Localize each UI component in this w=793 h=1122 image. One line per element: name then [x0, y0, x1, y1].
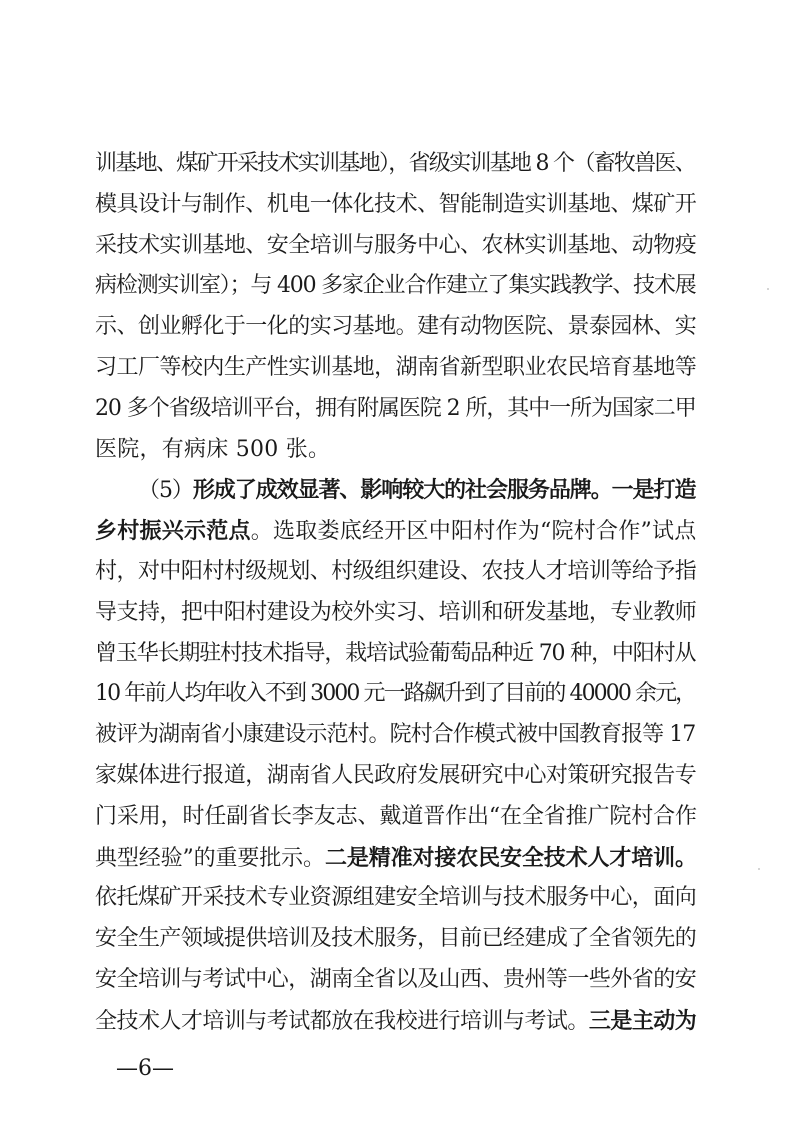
- text-line: [95, 558, 697, 586]
- text-line: [95, 150, 697, 178]
- text-line: [95, 680, 697, 708]
- text-line: [95, 191, 697, 219]
- text-segment: 示、创业孵化于一化的实习基地。建有动物医院、景泰园林、实: [95, 314, 697, 339]
- bold-segment: 三是主动为: [588, 1008, 697, 1034]
- text-segment: 20 多个省级培训平台，拥有附属医院 2 所，其中一所为国家二甲: [95, 396, 696, 421]
- text-line: [95, 803, 697, 831]
- text-segment: 安全生产领域提供培训及技术服务，目前已经建成了全省领先的: [95, 926, 697, 951]
- text-segment: 病检测实训室）；与 400 多家企业合作建立了集实践教学、技术展: [95, 273, 696, 298]
- text-line: [95, 925, 697, 953]
- text-segment: 家媒体进行报道，湖南省人民政府发展研究中心对策研究报告专: [95, 763, 697, 788]
- text-line: [95, 966, 697, 994]
- text-segment: 安全培训与考试中心，湖南全省以及山西、贵州等一些外省的安: [95, 967, 697, 992]
- text-segment: （5）: [138, 478, 193, 503]
- text-segment: 医院，有病床 500 张。: [95, 437, 331, 462]
- text-line: [95, 272, 697, 300]
- text-line: [95, 395, 697, 423]
- text-line: [95, 313, 697, 341]
- text-line: [95, 884, 697, 912]
- text-segment: 被评为湖南省小康建设示范村。院村合作模式被中国教育报等 17: [95, 722, 696, 747]
- text-line: [95, 517, 697, 545]
- text-line: [138, 476, 697, 504]
- text-segment: 训基地、煤矿开采技术实训基地），省级实训基地 8 个（畜牧兽医、: [95, 151, 696, 176]
- text-segment: 习工厂等校内生产性实训基地，湖南省新型职业农民培育基地等: [95, 355, 697, 380]
- text-segment: 。选取娄底经开区中阳村作为“院村合作”试点: [250, 519, 697, 544]
- text-line: [95, 1007, 697, 1035]
- text-segment: 全技术人才培训与考试都放在我校进行培训与考试。: [95, 1009, 589, 1034]
- text-segment: 典型经验”的重要批示。: [95, 846, 325, 871]
- text-segment: 曾玉华长期驻村技术指导，栽培试验葡萄品种近 70 种，中阳村从: [95, 641, 696, 666]
- text-segment: 门采用，时任副省长李友志、戴道晋作出“在全省推广院村合作: [95, 804, 697, 829]
- text-line: [95, 721, 697, 749]
- text-line: [95, 232, 697, 260]
- text-line: [95, 762, 697, 790]
- page-number: —6—: [116, 1056, 174, 1081]
- bold-segment: 乡村振兴示范点: [95, 518, 251, 544]
- text-line: [95, 354, 697, 382]
- text-line: [95, 436, 697, 464]
- bold-segment: 形成了成效显著、影响较大的社会服务品牌。一是打造: [192, 477, 696, 503]
- text-segment: 模具设计与制作、机电一体化技术、智能制造实训基地、煤矿开: [95, 192, 697, 217]
- scan-speck: [767, 288, 769, 290]
- text-line: [95, 599, 697, 627]
- text-segment: 采技术实训基地、安全培训与服务中心、农林实训基地、动物疫: [95, 233, 697, 258]
- text-segment: 导支持，把中阳村建设为校外实习、培训和研发基地，专业教师: [95, 600, 697, 625]
- text-segment: 村，对中阳村村级规划、村级组织建设、农技人才培训等给予指: [95, 559, 697, 584]
- scan-speck: [758, 868, 760, 870]
- text-line: [95, 844, 697, 872]
- bold-segment: 二是精准对接农民安全技术人才培训。: [324, 845, 697, 871]
- text-line: [95, 640, 697, 668]
- text-segment: 依托煤矿开采技术专业资源组建安全培训与技术服务中心，面向: [95, 885, 697, 910]
- text-segment: 10 年前人均年收入不到 3000 元一路飙升到了目前的 40000 余元，: [95, 681, 696, 706]
